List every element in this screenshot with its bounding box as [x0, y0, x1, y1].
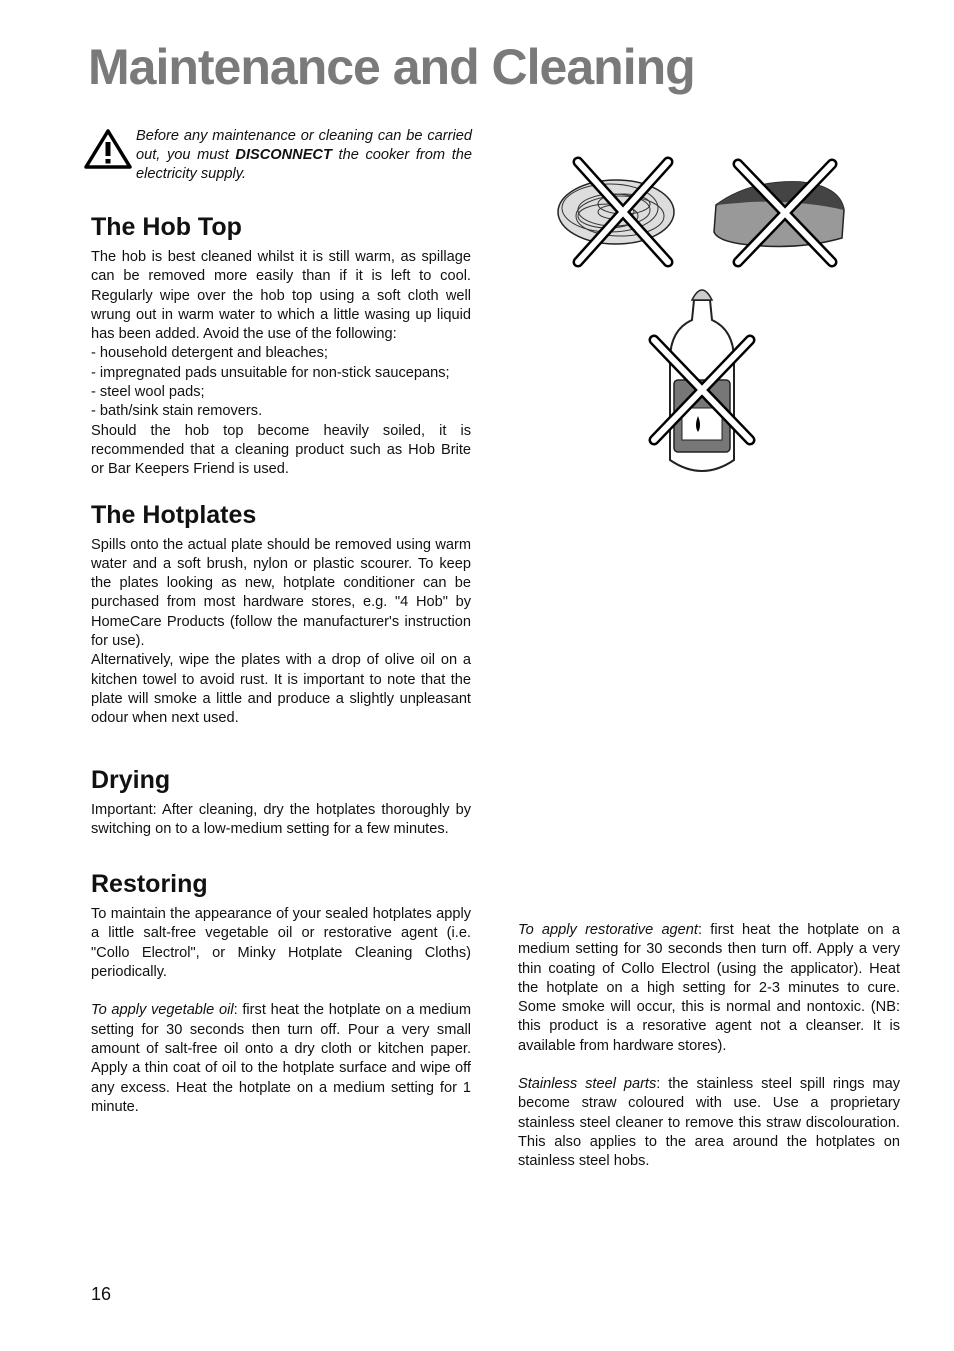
do-not-use-illustrations — [550, 150, 850, 490]
drying-heading: Drying — [91, 765, 171, 794]
right-column — [518, 921, 900, 1172]
avoid-item: - impregnated pads unsuitable for non-stick saucepans; — [91, 364, 450, 381]
stainless-steel-instructions: Stainless steel parts: the stainless steel spill rings may become straw coloured with use. Use a proprietary stainless steel cleaner to remove this straw discolouration. This also applies to the area around the hotplates on stainless steel hobs. — [518, 1076, 900, 1170]
steel-wool-crossed-icon — [558, 162, 674, 262]
left-column — [91, 212, 471, 1137]
page-title: Maintenance and Cleaning — [88, 39, 695, 95]
hob-top-heading: The Hob Top — [91, 213, 242, 241]
avoid-item: - household detergent and bleaches; — [91, 345, 328, 362]
section-drying — [91, 765, 471, 840]
avoid-item: - steel wool pads; — [91, 384, 205, 401]
section-restoring — [91, 869, 471, 1117]
section-hob-top — [91, 212, 471, 480]
restoring-heading: Restoring — [91, 870, 208, 899]
hotplates-para-2: Alternatively, wipe the plates with a drop of olive oil on a kitchen towel to avoid rust. It is important to note that the plate will smoke a little and produce a slightly unpleasant odour when next used. — [91, 652, 471, 727]
hotplates-heading: The Hotplates — [91, 500, 257, 529]
restoring-intro: To maintain the appearance of your sealed hotplates apply a little salt-free vegetable oil or restorative agent (i.e. "Collo Electrol", or Minky Hotplate Cleaning Cloths) periodically. — [91, 906, 471, 981]
vegetable-oil-instructions: To apply vegetable oil: first heat the hotplate on a medium setting for 30 seconds then turn off. Pour a very small amount of salt-free oil onto a dry cloth or kitchen paper. Apply a thin coat of oil to the hotplate surface and wipe off any excess. Heat the hotplate on a medium setting for 1 minute. — [91, 1002, 472, 1115]
hob-top-outro: Should the hob top become heavily soiled, it is recommended that a cleaning product such as Hob Brite or Bar Keepers Friend is used. — [91, 422, 471, 478]
page-number: 16 — [91, 1284, 112, 1304]
section-hotplates — [91, 500, 471, 729]
avoid-item: - bath/sink stain removers. — [91, 403, 263, 420]
scouring-pad-crossed-icon — [714, 164, 844, 262]
bleach-bottle-crossed-icon — [654, 290, 750, 471]
restorative-agent-instructions: To apply restorative agent: first heat the hotplate on a medium setting for 30 seconds then turn off. Apply a very thin coating of Collo Electrol (using the applicator). Heat the hotplate on a high setting for 2-3 minutes to cure. Some smoke will occur, this is normal and nontoxic. (NB: this product is a resorative agent not a cleanser. It is available from hardware stores). — [518, 922, 900, 1054]
warning-triangle-icon — [84, 129, 132, 169]
drying-text: Important: After cleaning, dry the hotplates thoroughly by switching on to a low-medium setting for a few minutes. — [91, 801, 471, 837]
hob-top-intro: The hob is best cleaned whilst it is still warm, as spillage can be removed more easily than if it is left to cool. Regularly wipe over the hob top using a soft cloth well wrung out in warm water to which a little wasing up liquid has been added. Avoid the use of the following: — [91, 249, 471, 343]
hotplates-para-1: Spills onto the actual plate should be removed using warm water and a soft brush, nylon or plastic scourer. To keep the plates looking as new, hotplate conditioner can be purchased from most hardware stores, e.g. "4 Hob" by HomeCare Products (follow the manufacturer's instruction for use). — [91, 536, 471, 650]
warning-text: Before any maintenance or cleaning can be carried out, you must DISCONNECT the cooker from the electricity supply. — [136, 128, 472, 182]
